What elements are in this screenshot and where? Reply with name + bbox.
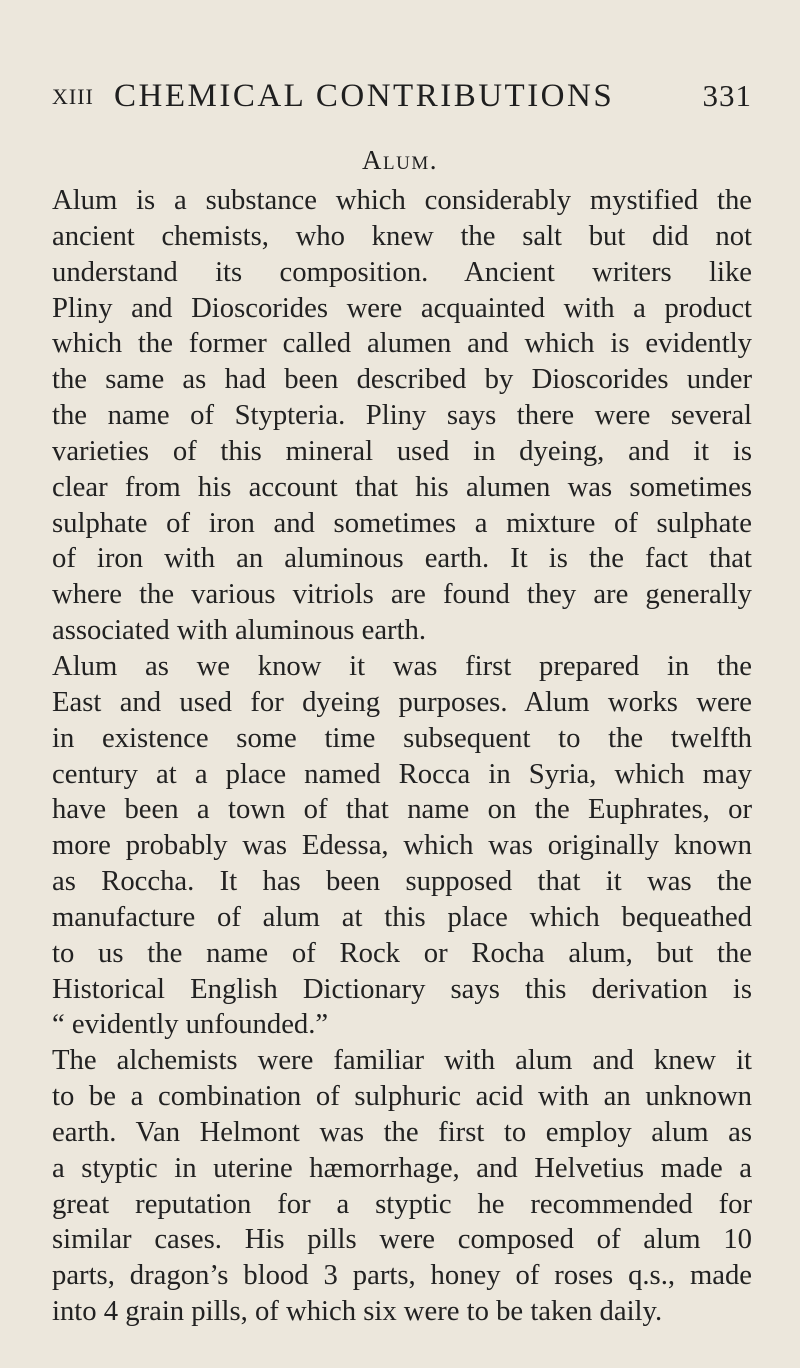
running-head (52, 78, 752, 118)
text-line: great reputation for a styptic he recommended for (52, 1187, 752, 1220)
text-line: earth. Van Helmont was the first to employ alum as (52, 1115, 752, 1148)
text-line: where the various vitriols are found they are generally (52, 578, 752, 611)
section-title: Alum. (362, 145, 438, 175)
text-line: sulphate of iron and sometimes a mixture of sulphate (52, 506, 752, 539)
text-line: which the former called alumen and which is evidently (52, 327, 752, 360)
text-line: Alum as we know it was first prepared in the (52, 649, 752, 682)
text-line: similar cases. His pills were composed of alum 10 (52, 1223, 752, 1256)
text-line: parts, dragon’s blood 3 parts, honey of roses q.s., made (52, 1259, 752, 1292)
text-line: clear from his account that his alumen was sometimes (52, 470, 752, 503)
text-line: manufacture of alum at this place which bequeathed (52, 900, 752, 933)
text-line: the same as had been described by Dioscorides under (52, 363, 752, 396)
page-number: 331 (702, 78, 752, 113)
text-line: to be a combination of sulphuric acid with an unknown (52, 1080, 752, 1113)
text-line: understand its composition. Ancient writers like (52, 255, 752, 288)
text-line: East and used for dyeing purposes. Alum works were (52, 685, 752, 718)
text-line: the name of Stypteria. Pliny says there were several (52, 399, 752, 432)
text-line: as Roccha. It has been supposed that it was the (52, 865, 752, 898)
text-line: a styptic in uterine hæmorrhage, and Helvetius made a (52, 1151, 752, 1184)
text-line: to us the name of Rock or Rocha alum, but the (52, 936, 752, 969)
text-line: into 4 grain pills, of which six were to be taken daily. (52, 1295, 663, 1328)
chapter-title: CHEMICAL CONTRIBUTIONS (114, 78, 615, 114)
chapter-number: XIII (52, 84, 94, 109)
text-line: varieties of this mineral used in dyeing, and it is (52, 434, 752, 467)
text-line: associated with aluminous earth. (52, 614, 427, 647)
text-line: ancient chemists, who knew the salt but did not (52, 219, 752, 252)
text-line: in existence some time subsequent to the twelfth (52, 721, 752, 754)
text-line: Historical English Dictionary says this derivation is (52, 972, 752, 1005)
text-line: more probably was Edessa, which was originally known (52, 829, 752, 862)
text-line: of iron with an aluminous earth. It is the fact that (52, 542, 752, 575)
text-line: “ evidently unfounded.” (52, 1008, 329, 1041)
text-line: have been a town of that name on the Euphrates, or (52, 793, 752, 826)
text-line: Alum is a substance which considerably mystified the (52, 184, 752, 216)
text-line: The alchemists were familiar with alum and knew it (52, 1044, 752, 1077)
text-line: Pliny and Dioscorides were acquainted with a product (52, 291, 752, 324)
text-line: century at a place named Rocca in Syria, which may (52, 757, 752, 790)
